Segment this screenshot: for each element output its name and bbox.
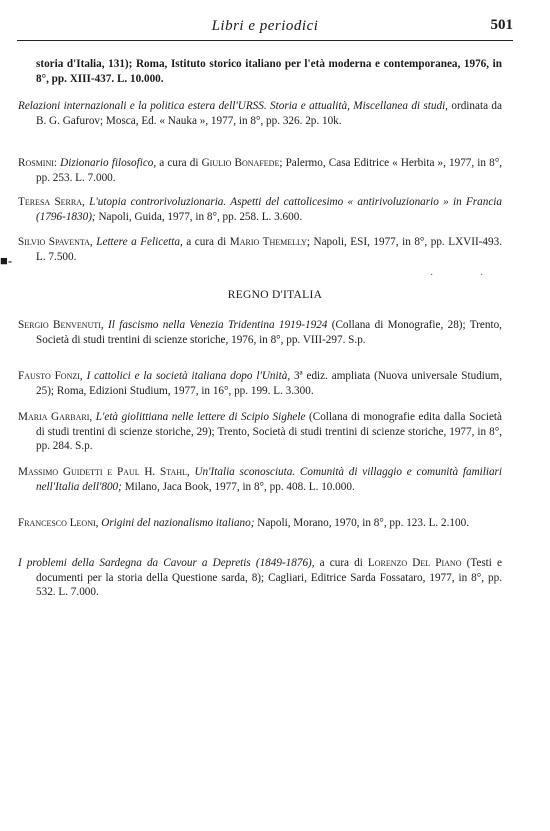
bibliography-entry xyxy=(18,369,502,398)
running-header xyxy=(17,18,513,41)
entry-details: Milano, Jaca Book, 1977, in 8°, pp. 408. L. 10.000. xyxy=(121,480,355,493)
entry-author: Francesco Leoni, xyxy=(18,517,99,529)
scan-speck: · xyxy=(430,270,434,281)
bibliography-entry xyxy=(18,99,502,128)
entry-title: Dizionario filosofico, xyxy=(60,157,157,169)
entry-details-pre: a cura di xyxy=(156,157,202,169)
entry-details: (Collana di monografie edita dalla Società di studi trentini di scienze storiche, 29); Trento, Società di studi trentini di scienze storiche, 1977, in 8°, pp. 284. S.p. xyxy=(36,411,503,453)
bibliography-entry xyxy=(18,235,502,264)
bibliography-entry-continuation xyxy=(18,57,502,86)
entry-title: L'età giolittiana nelle lettere di Scipio Sighele xyxy=(95,411,306,423)
margin-marker: ■- xyxy=(0,253,13,268)
entry-details: 3ª ediz. ampliata (Nuova universale Studium, 25); Roma, Edizioni Studium, 1977, in 16°, pp. 199. L. 3.300. xyxy=(36,370,503,397)
entry-details: (Testi e documenti per la storia della Questione sarda, 8); Cagliari, Editrice Sarda Fossataro, 1977, in 8°, pp. 532. L. 7.000. xyxy=(36,557,502,599)
scan-speck: · xyxy=(480,270,484,281)
entry-editor: Lorenzo Del Piano xyxy=(367,557,462,569)
entry-title: Lettere a Felicetta, xyxy=(96,236,183,248)
entry-title: I cattolici e la società italiana dopo l'Unità, xyxy=(86,370,291,382)
entry-details: ; Palermo, Casa Editrice « Herbita », 1977, in 8°, pp. 253. L. 7.000. xyxy=(36,157,502,184)
entry-editor: Mario Themelly xyxy=(229,236,307,248)
bibliography-entry xyxy=(18,156,502,185)
entry-author: Silvio Spaventa, xyxy=(18,236,93,248)
entry-author: Sergio Benvenuti, xyxy=(18,319,104,331)
entry-author: Fausto Fonzi, xyxy=(18,370,83,382)
entry-title: Il fascismo nella Venezia Tridentina 1919-1924 xyxy=(108,319,328,331)
entry-details: Napoli, Guida, 1977, in 8°, pp. 258. L. 3.600. xyxy=(95,210,303,223)
bibliography-entry xyxy=(18,516,502,531)
entry-title: L'utopia controrivoluzionaria. Aspetti del cattolicesimo « antirivoluzionario » in Francia (1796-1830); xyxy=(36,196,502,223)
section-heading: REGNO D'ITALIA xyxy=(227,289,323,301)
entry-title: Origini del nazionalismo italiano; xyxy=(101,517,255,529)
bibliography-entry xyxy=(18,556,502,600)
entry-author: Teresa Serra, xyxy=(18,196,85,208)
entry-continuation-text: storia d'Italia, 131); Roma, Istituto storico italiano per l'età moderna e contemporanea, 1976, in 8°, pp. XIII-437. L. 10.000. xyxy=(36,58,502,85)
bibliography-entry xyxy=(18,410,502,454)
entry-details: ; Napoli, ESI, 1977, in 8°, pp. LXVII-493. L. 7.500. xyxy=(36,236,502,263)
entry-author: Rosmini: xyxy=(18,157,58,169)
entry-title: Relazioni internazionali e la politica estera dell'URSS. Storia e attualità, Miscellanea di studi, xyxy=(18,100,448,112)
entry-author: Maria Garbari, xyxy=(18,411,93,423)
entry-details-pre: a cura di xyxy=(314,557,368,569)
running-title: Libri e periodici xyxy=(211,18,319,34)
entry-editor: Giulio Bonafede xyxy=(201,157,280,169)
entry-details-pre: a cura di xyxy=(182,236,230,248)
entry-details: (Collana di Monografie, 28); Trento, Società di studi trentini di scienze storiche, 1976, in 8°, pp. VIII-297. S.p. xyxy=(36,319,502,346)
entry-details: Napoli, Morano, 1970, in 8°, pp. 123. L. 2.100. xyxy=(254,517,469,529)
page-number: 501 xyxy=(490,17,513,33)
entry-author: Massimo Guidetti e Paul H. Stahl, xyxy=(18,466,190,478)
bibliography-entry xyxy=(18,318,502,347)
bibliography-entry xyxy=(18,465,502,494)
entry-title: Un'Italia sconosciuta. Comunità di villaggio e comunità familiari nell'Italia dell'800; xyxy=(36,466,503,493)
entry-details: ordinata da B. G. Gafurov; Mosca, Ed. « Nauka », 1977, in 8°, pp. 326. 2p. 10k. xyxy=(36,100,502,127)
entry-title: I problemi della Sardegna da Cavour a Depretis (1849-1876), xyxy=(18,557,315,569)
bibliography-entry xyxy=(18,195,502,224)
